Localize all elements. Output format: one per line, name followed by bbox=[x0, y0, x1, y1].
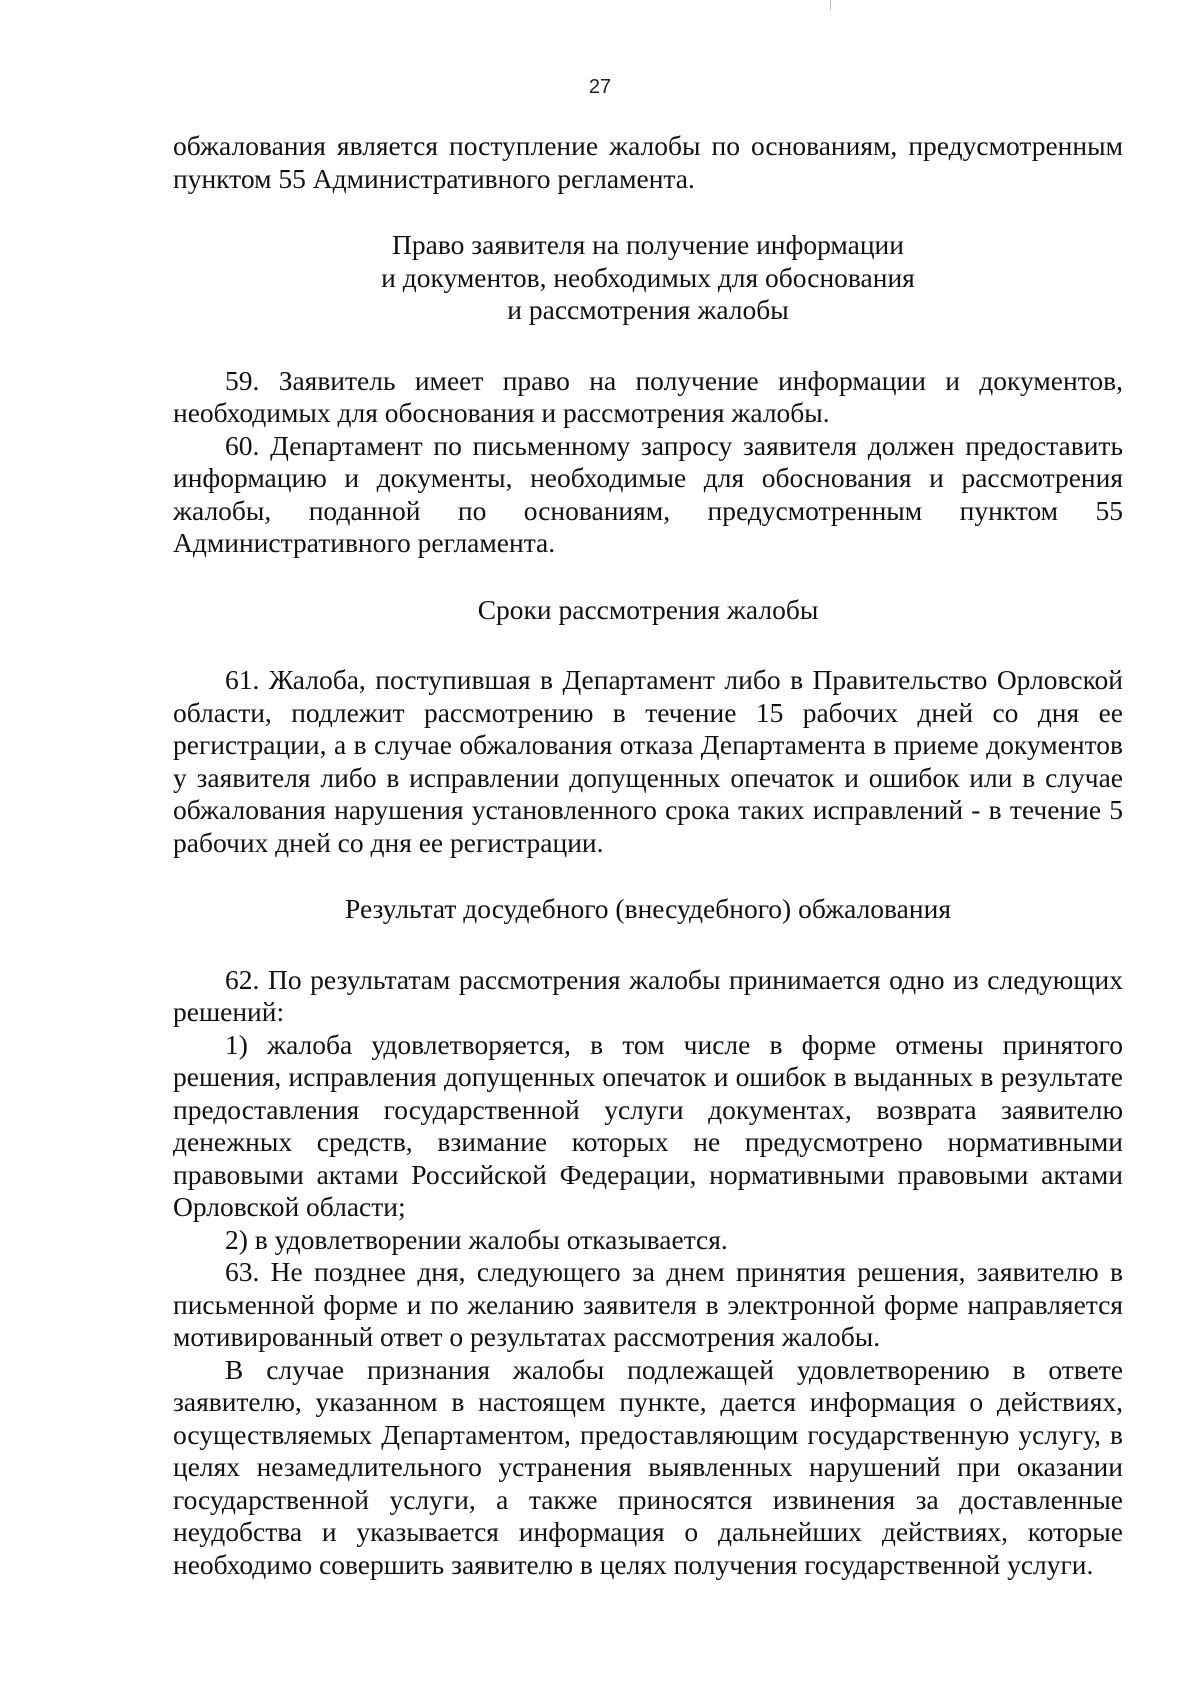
paragraph-62: 62. По результатам рассмотрения жалобы принимается одно из следующих решений: bbox=[173, 963, 1123, 1027]
heading-line: и рассмотрения жалобы bbox=[507, 294, 789, 325]
section-heading-appeal-result bbox=[173, 893, 1123, 926]
document-body bbox=[173, 130, 1123, 1581]
section-heading-review-terms bbox=[173, 594, 1123, 627]
paragraph-61: 61. Жалоба, поступившая в Департамент либо в Правительство Орловской области, подлежит рассмотрению в течение 15 рабочих дней со дня ее регистрации, а в случае обжалования отказа Департамента в приеме документов у заявителя либо в исправлении допущенных опечаток и ошибок или в случае обжалования нарушения установленного срока таких исправлений - в течение 5 рабочих дней со дня ее регистрации. bbox=[173, 664, 1123, 858]
paragraph-59: 59. Заявитель имеет право на получение информации и документов, необходимых для обоснования и рассмотрения жалобы. bbox=[173, 364, 1123, 428]
paragraph-63-continuation: В случае признания жалобы подлежащей удовлетворению в ответе заявителю, указанном в настоящем пункте, дается информация о действиях, осуществляемых Департаментом, предоставляющим государственную услугу, в целях незамедлительного устранения выявленных нарушений при оказании государственной услуги, а также приносятся извинения за доставленные неудобства и указывается информация о дальнейших действиях, которые необходимо совершить заявителю в целях получения государственной услуги. bbox=[173, 1353, 1123, 1580]
paragraph-60: 60. Департамент по письменному запросу заявителя должен предоставить информацию и документы, необходимые для обоснования и рассмотрения жалобы, поданной по основаниям, предусмотренным пунктом 55 Административного регламента. bbox=[173, 429, 1123, 558]
paragraph-62-item-2: 2) в удовлетворении жалобы отказывается. bbox=[225, 1223, 728, 1255]
heading-line: Результат досудебного (внесудебного) обжалования bbox=[345, 893, 951, 924]
scan-mark bbox=[830, 0, 831, 10]
intro-paragraph: обжалования является поступление жалобы по основаниям, предусмотренным пунктом 55 Административного регламента. bbox=[173, 130, 1123, 194]
heading-line: и документов, необходимых для обоснования bbox=[381, 261, 915, 293]
paragraph-63: 63. Не позднее дня, следующего за днем принятия решения, заявителю в письменной форме и по желанию заявителя в электронной форме направляется мотивированный ответ о результатах рассмотрения жалобы. bbox=[173, 1256, 1123, 1352]
heading-line: Право заявителя на получение информации bbox=[392, 229, 904, 260]
heading-line: Сроки рассмотрения жалобы bbox=[477, 593, 819, 625]
paragraph-62-item-1: 1) жалоба удовлетворяется, в том числе в форме отмены принятого решения, исправления допущенных опечаток и ошибок в выданных в результате предоставления государственной услуги документах, возврата заявителю денежных средств, взимание которых не предусмотрено нормативными правовыми актами Российской Федерации, нормативными правовыми актами Орловской области; bbox=[173, 1028, 1123, 1222]
section-heading-right-to-information bbox=[173, 229, 1123, 327]
page-number: 27 bbox=[588, 76, 612, 98]
